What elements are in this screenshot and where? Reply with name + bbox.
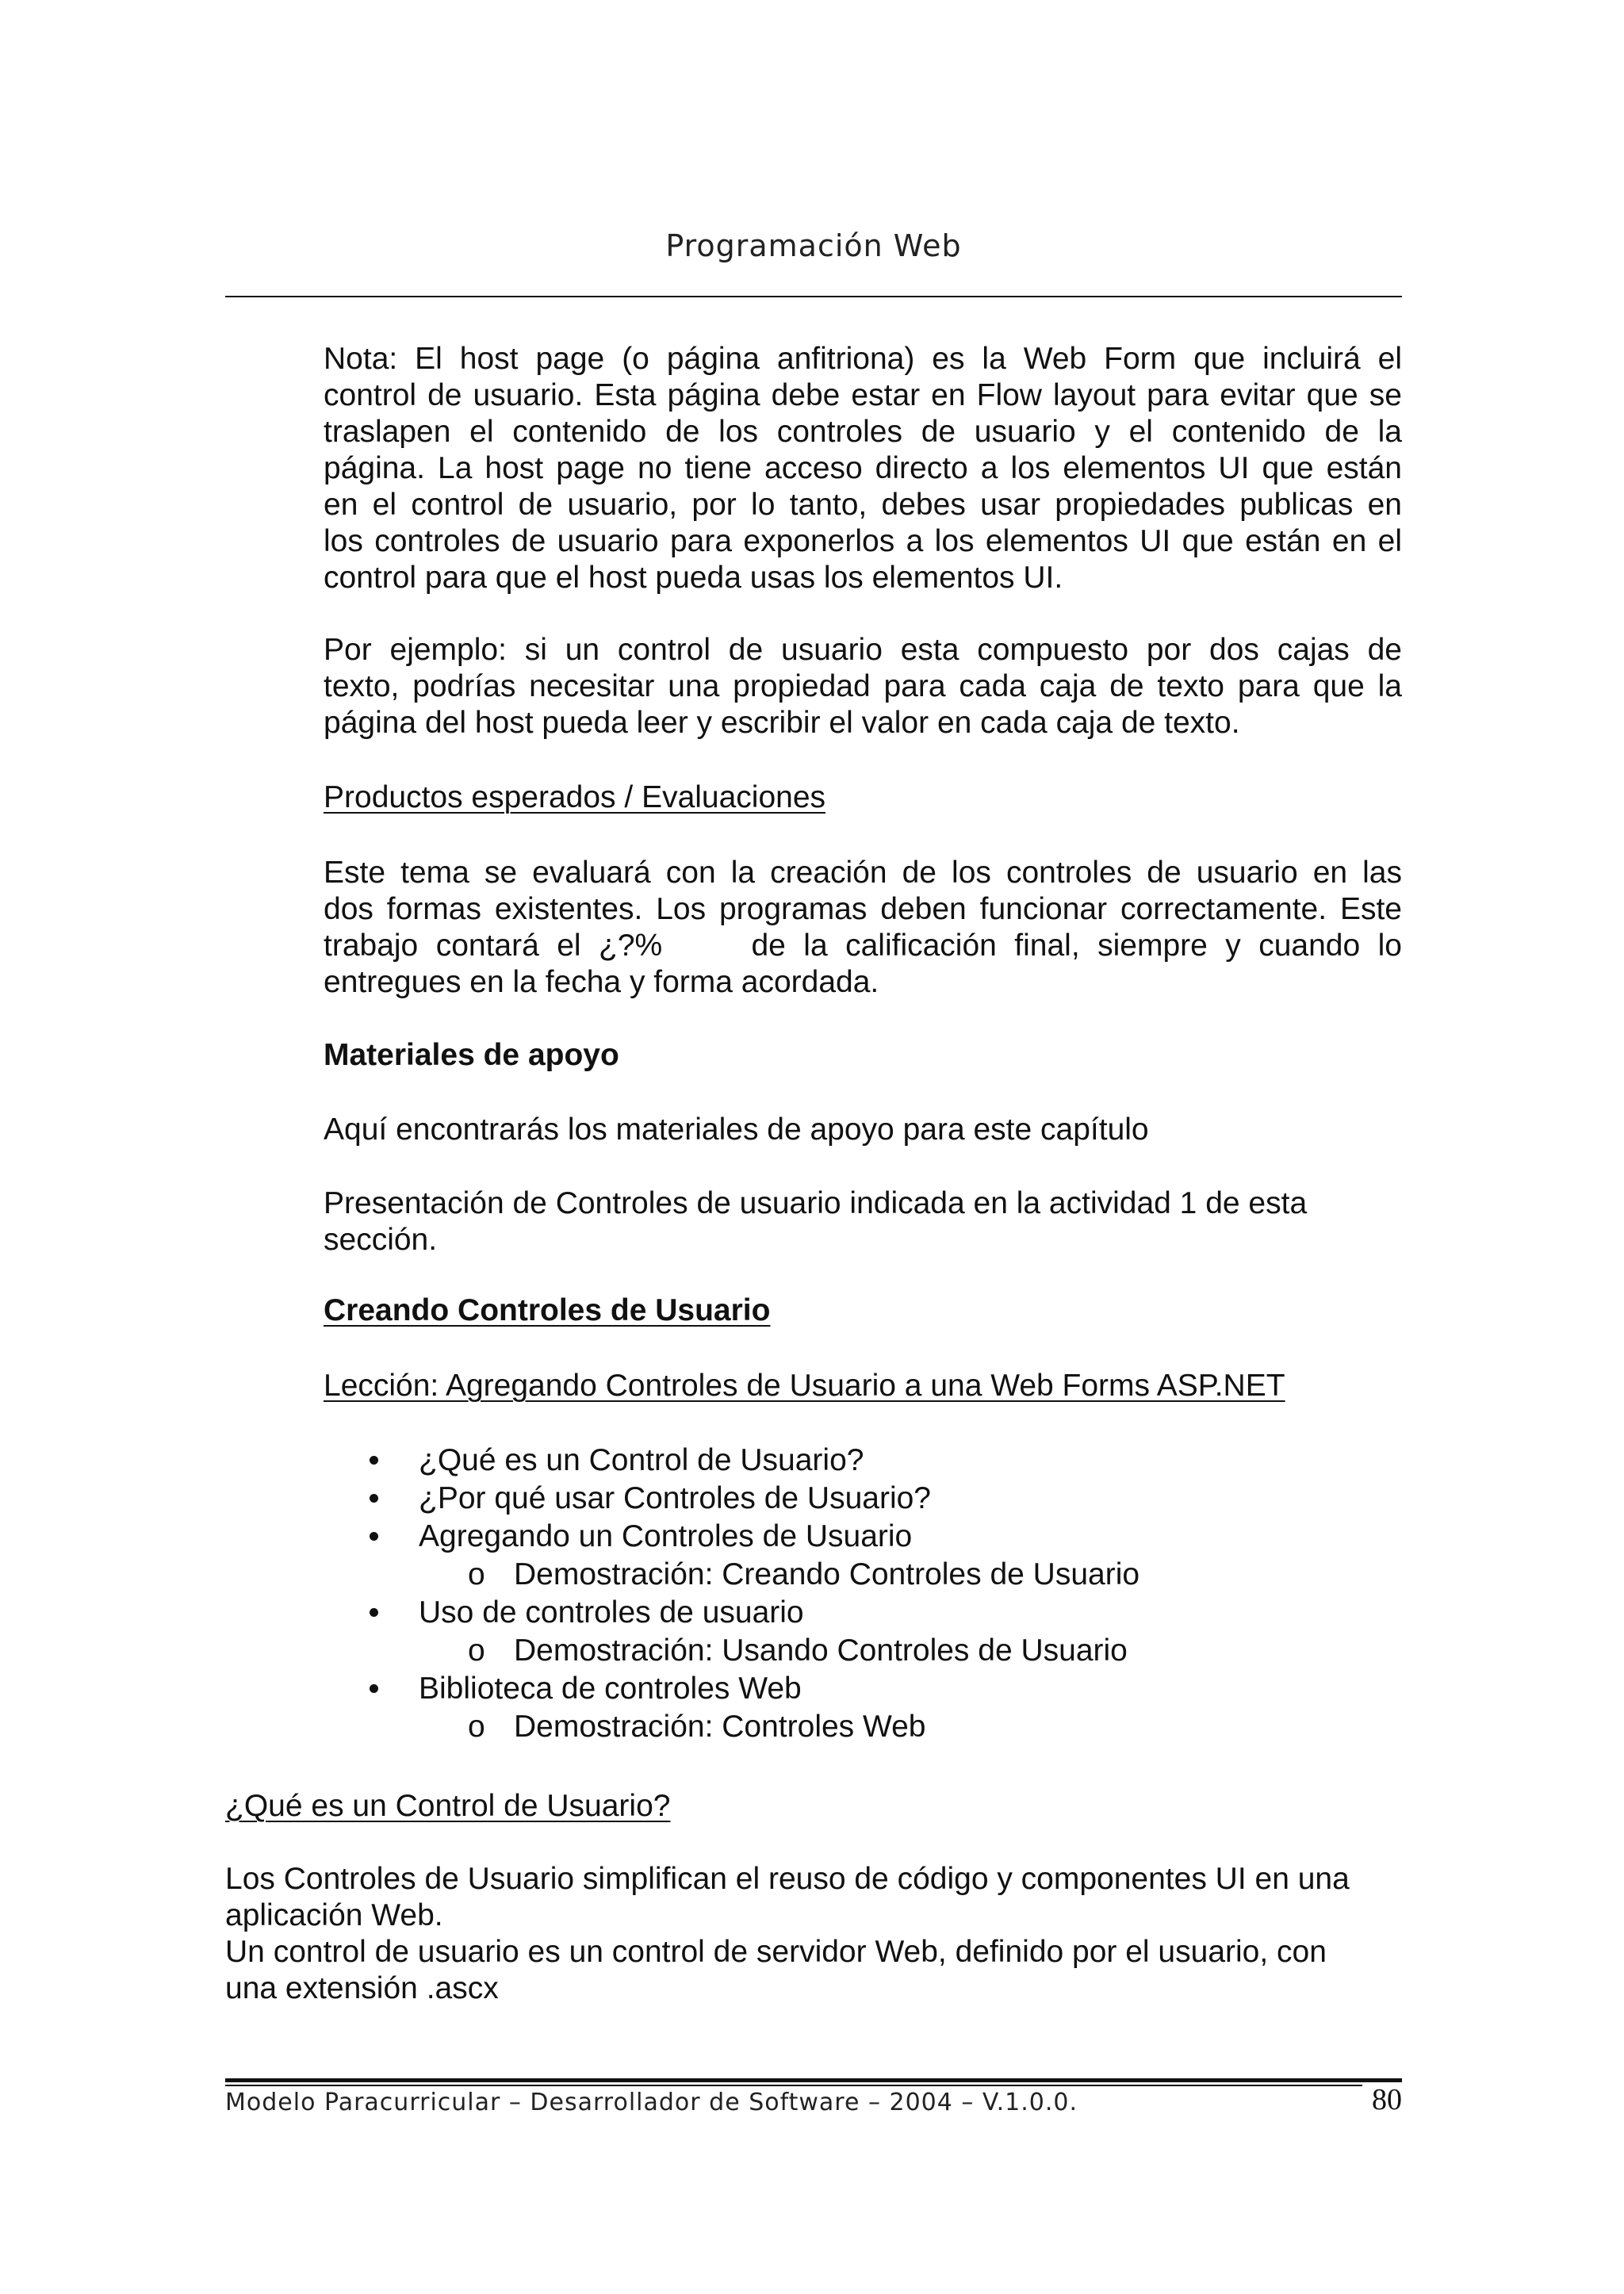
outline-subitem-text: Demostración: Usando Controles de Usuario xyxy=(514,1633,1128,1668)
que-es-heading-text: ¿Qué es un Control de Usuario? xyxy=(225,1789,671,1823)
productos-paragraph xyxy=(324,855,1402,1001)
que-es-heading xyxy=(225,1788,1402,1825)
ejemplo-line: texto, podrías necesitar una propiedad para cada caja de texto para que la xyxy=(324,669,1402,703)
footer-divider-thin xyxy=(225,2085,1362,2086)
outline-item: Biblioteca de controles Web xyxy=(324,1670,1402,1708)
subitem-marker: o xyxy=(468,1557,485,1591)
nota-line: control para que el host pueda usas los elementos UI. xyxy=(324,561,1063,595)
productos-line: dos formas existentes. Los programas deben funcionar correctamente. Este xyxy=(324,892,1402,926)
que-es-paragraph xyxy=(225,1861,1402,2007)
que-es-line: Los Controles de Usuario simplifican el reuso de código y componentes UI en una xyxy=(225,1862,1350,1896)
leccion-title xyxy=(324,1368,1402,1404)
outline-subitem-text: Demostración: Creando Controles de Usuario xyxy=(514,1557,1140,1591)
que-es-line: una extensión .ascx xyxy=(225,1971,499,2005)
productos-line: trabajo contará el ¿?% de la calificación final, siempre y cuando lo xyxy=(324,929,1402,963)
nota-line: en el control de usuario, por lo tanto, debes usar propiedades publicas en xyxy=(324,488,1402,522)
outline-subitem-text: Demostración: Controles Web xyxy=(514,1710,926,1744)
lesson-outline-list xyxy=(324,1442,1402,1746)
presentacion-line: sección. xyxy=(324,1223,438,1257)
nota-line: los controles de usuario para exponerlos a los elementos UI que están en el xyxy=(324,524,1402,558)
outline-item: ¿Por qué usar Controles de Usuario? xyxy=(324,1480,1402,1518)
presentacion-paragraph xyxy=(324,1185,1402,1258)
ejemplo-line: Por ejemplo: si un control de usuario esta compuesto por dos cajas de xyxy=(324,633,1402,667)
materiales-heading: Materiales de apoyo xyxy=(324,1038,619,1072)
nota-line: página. La host page no tiene acceso directo a los elementos UI que están xyxy=(324,451,1402,485)
nota-paragraph xyxy=(324,341,1402,596)
page-header: Programación Web xyxy=(665,228,962,263)
nota-line: Nota: El host page (o página anfitriona) es la Web Form que incluirá el xyxy=(324,342,1402,376)
que-es-line: Un control de usuario es un control de servidor Web, definido por el usuario, con xyxy=(225,1935,1327,1969)
subitem-marker: o xyxy=(468,1633,485,1668)
outline-subitem xyxy=(324,1708,1402,1746)
leccion-title-text: Lección: Agregando Controles de Usuario a una Web Forms ASP.NET xyxy=(324,1369,1285,1403)
nota-line: traslapen el contenido de los controles de usuario y el contenido de la xyxy=(324,415,1402,449)
productos-line: Este tema se evaluará con la creación de los controles de usuario en las xyxy=(324,856,1402,890)
outline-item: Agregando un Controles de Usuario xyxy=(324,1518,1402,1556)
outline-subitem xyxy=(324,1556,1402,1594)
header-divider xyxy=(225,296,1402,297)
footer-divider xyxy=(225,2078,1402,2082)
productos-heading xyxy=(324,779,1402,816)
ejemplo-paragraph xyxy=(324,632,1402,741)
outline-subitem xyxy=(324,1632,1402,1670)
outline-item: ¿Qué es un Control de Usuario? xyxy=(324,1442,1402,1480)
outline-item: Uso de controles de usuario xyxy=(324,1594,1402,1632)
materiales-intro: Aquí encontrarás los materiales de apoyo para este capítulo xyxy=(324,1113,1149,1147)
nota-line: control de usuario. Esta página debe estar en Flow layout para evitar que se xyxy=(324,378,1402,412)
creando-heading-text: Creando Controles de Usuario xyxy=(324,1293,771,1327)
creando-heading xyxy=(324,1293,1402,1329)
productos-heading-text: Productos esperados / Evaluaciones xyxy=(324,780,826,814)
productos-line: entregues en la fecha y forma acordada. xyxy=(324,965,879,999)
presentacion-line: Presentación de Controles de usuario indicada en la actividad 1 de esta xyxy=(324,1186,1308,1220)
page-number: 80 xyxy=(1372,2083,1402,2116)
que-es-line: aplicación Web. xyxy=(225,1898,443,1932)
footer-text: Modelo Paracurricular – Desarrollador de Software – 2004 – V.1.0.0. xyxy=(225,2089,1078,2116)
ejemplo-line: página del host pueda leer y escribir el valor en cada caja de texto. xyxy=(324,706,1240,740)
subitem-marker: o xyxy=(468,1710,485,1744)
